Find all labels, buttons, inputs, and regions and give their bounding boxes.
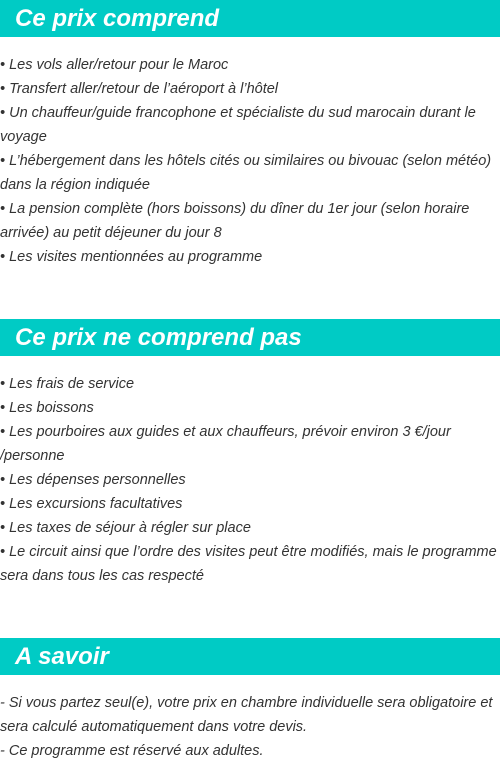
list-item: - Ce programme est réservé aux adultes. [0,743,264,759]
included-list [0,53,498,269]
list-item: • Les boissons [0,400,94,416]
list-item: • L’hébergement dans les hôtels cités ou similaires ou bivouac (selon météo) dans la région indiquée [0,153,492,193]
list-item: • La pension complète (hors boissons) du dîner du 1er jour (selon horaire arrivée) au petit déjeuner du jour 8 [0,201,470,241]
list-item: • Les visites mentionnées au programme [0,249,263,265]
list-item: - Si vous partez seul(e), votre prix en chambre individuelle sera obligatoire et sera calculé automatiquement dans votre devis. [0,695,493,735]
list-item: • Les frais de service [0,376,135,392]
not-included-header [0,319,500,356]
good-to-know-list [0,691,498,763]
list-item: • Les excursions facultatives [0,496,183,512]
good-to-know-header [0,638,500,675]
not-included-title: Ce prix ne comprend pas [15,324,302,351]
list-item: • Les taxes de séjour à régler sur place [0,520,251,536]
list-item: • Les dépenses personnelles [0,472,186,488]
good-to-know-title: A savoir [15,643,109,670]
list-item: • Transfert aller/retour de l’aéroport à l’hôtel [0,81,279,97]
list-item: • Un chauffeur/guide francophone et spécialiste du sud marocain durant le voyage [0,105,476,145]
included-title: Ce prix comprend [15,5,220,32]
list-item: • Les pourboires aux guides et aux chauffeurs, prévoir environ 3 €/jour /personne [0,424,451,464]
included-header [0,0,500,37]
list-item: • Les vols aller/retour pour le Maroc [0,57,229,73]
not-included-list [0,372,498,588]
list-item: • Le circuit ainsi que l’ordre des visites peut être modifiés, mais le programme sera dans tous les cas respecté [0,544,497,584]
